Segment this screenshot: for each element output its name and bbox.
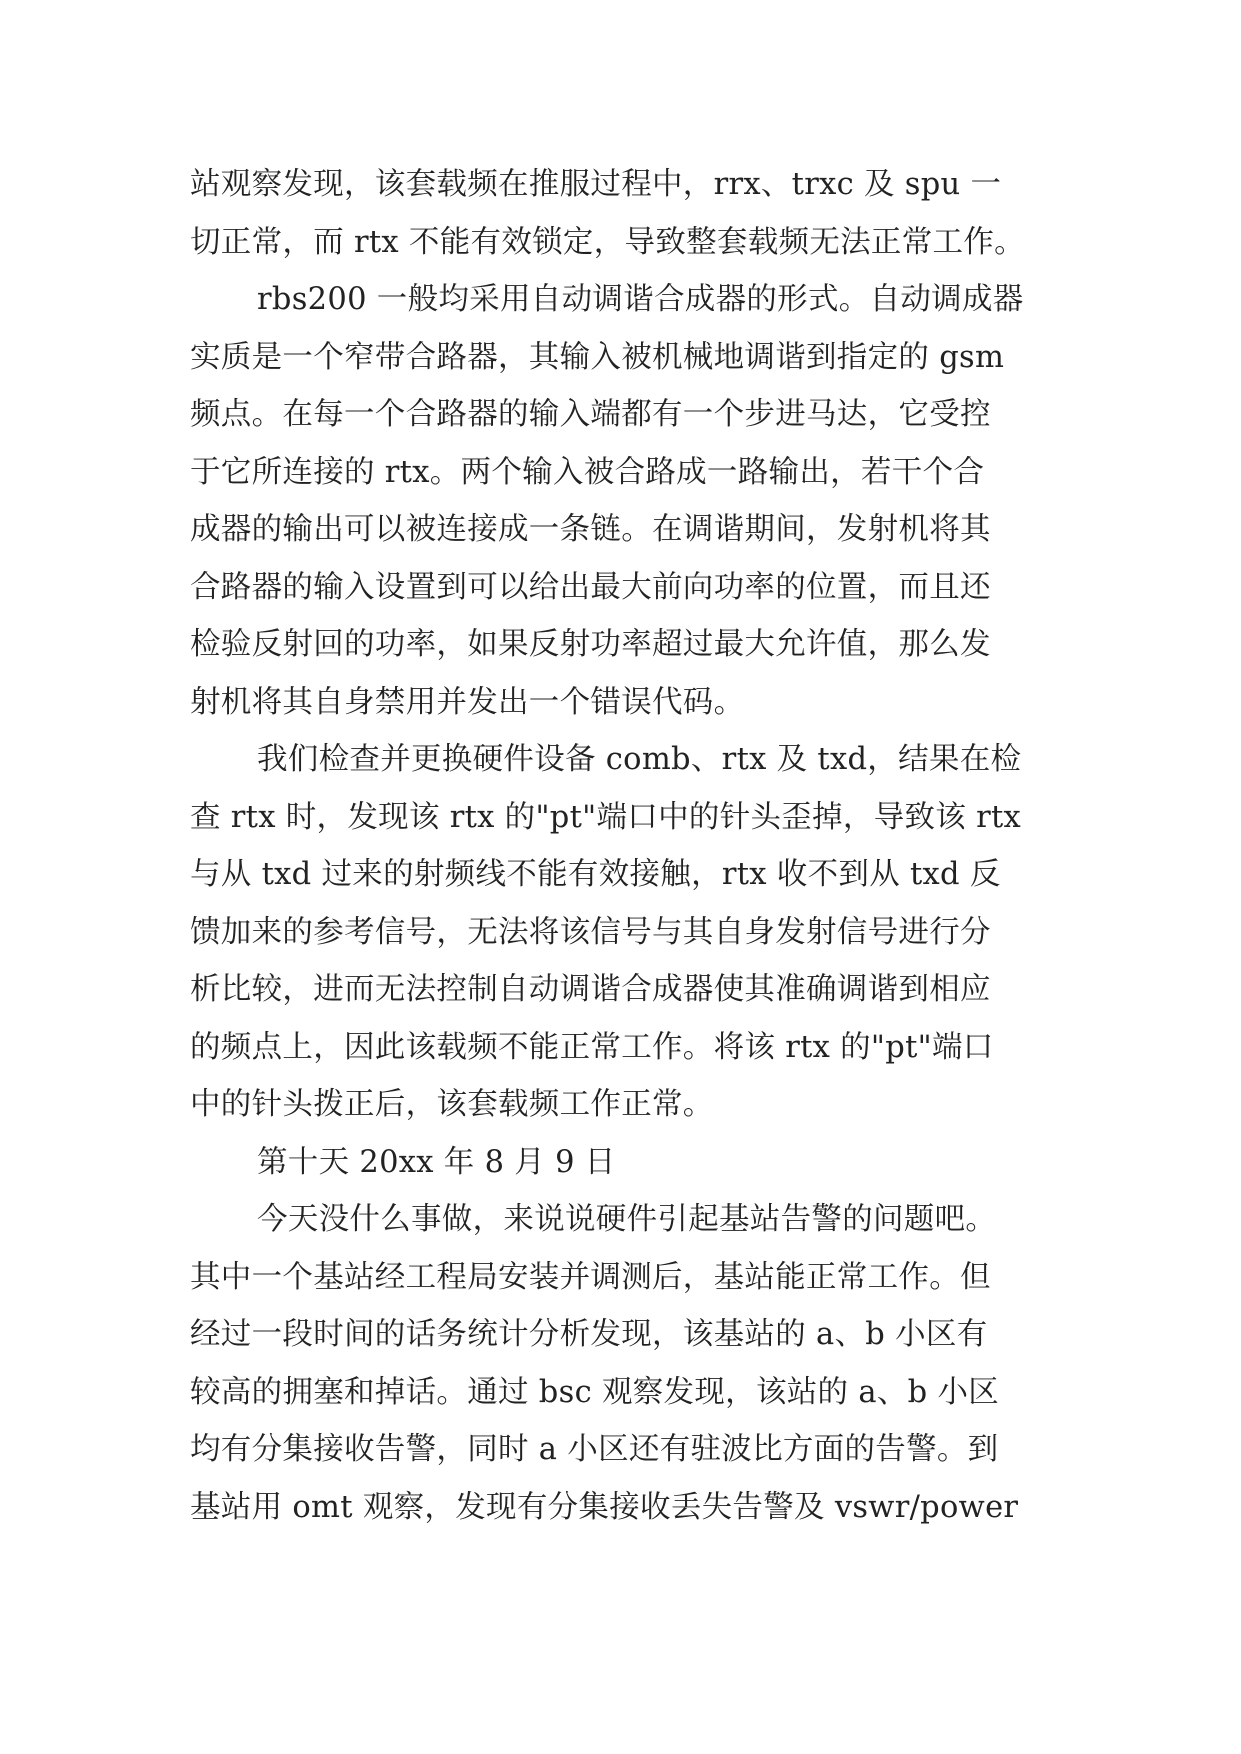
- text-line: 的频点上，因此该载频不能正常工作。将该 rtx 的"pt"端口: [190, 1029, 994, 1065]
- text-line: 析比较，进而无法控制自动调谐合成器使其准确调谐到相应: [190, 972, 991, 1007]
- text-line: 较高的拥塞和掉话。通过 bsc 观察发现，该站的 a、b 小区: [190, 1374, 1000, 1410]
- text-line: 其中一个基站经工程局安装并调测后，基站能正常工作。但: [190, 1259, 991, 1295]
- text-line: 实质是一个窄带合路器，其输入被机械地调谐到指定的 gsm: [190, 339, 1005, 375]
- text-line: 与从 txd 过来的射频线不能有效接触，rtx 收不到从 txd 反: [190, 857, 1001, 892]
- text-line: 均有分集接收告警，同时 a 小区还有驻波比方面的告警。到: [190, 1432, 999, 1467]
- text-line: 检验反射回的功率，如果反射功率超过最大允许值，那么发: [190, 627, 991, 662]
- text-line: 中的针头拨正后，该套载频工作正常。: [190, 1087, 714, 1122]
- text-line: 切正常，而 rtx 不能有效锁定，导致整套载频无法正常工作。: [190, 224, 1025, 260]
- text-line: 合路器的输入设置到可以给出最大前向功率的位置，而且还: [190, 569, 991, 605]
- text-line: 射机将其自身禁用并发出一个错误代码。: [190, 684, 745, 720]
- document-body: [190, 156, 1050, 1536]
- text-line: 频点。在每一个合路器的输入端都有一个步进马达，它受控: [190, 397, 991, 432]
- text-line: 我们检查并更换硬件设备 comb、rtx 及 txd，结果在检: [257, 742, 1022, 777]
- text-line: 馈加来的参考信号，无法将该信号与其自身发射信号进行分: [190, 914, 991, 950]
- section-date-heading: 第十天 20xx 年 8 月 9 日: [257, 1144, 616, 1180]
- text-line: 今天没什么事做，来说说硬件引起基站告警的问题吧。: [257, 1202, 997, 1237]
- text-line: 基站用 omt 观察，发现有分集接收丢失告警及 vswr/power: [190, 1489, 1019, 1525]
- text-line: 站观察发现，该套载频在推服过程中，rrx、trxc 及 spu 一: [190, 167, 1002, 202]
- text-line: 成器的输出可以被连接成一条链。在调谐期间，发射机将其: [190, 512, 991, 547]
- text-line: 经过一段时间的话务统计分析发现，该基站的 a、b 小区有: [190, 1317, 988, 1352]
- text-line: 查 rtx 时，发现该 rtx 的"pt"端口中的针头歪掉，导致该 rtx: [190, 799, 1022, 835]
- text-line: 于它所连接的 rtx。两个输入被合路成一路输出，若干个合: [190, 454, 985, 490]
- text-line: rbs200 一般均采用自动调谐合成器的形式。自动调成器: [257, 282, 1024, 317]
